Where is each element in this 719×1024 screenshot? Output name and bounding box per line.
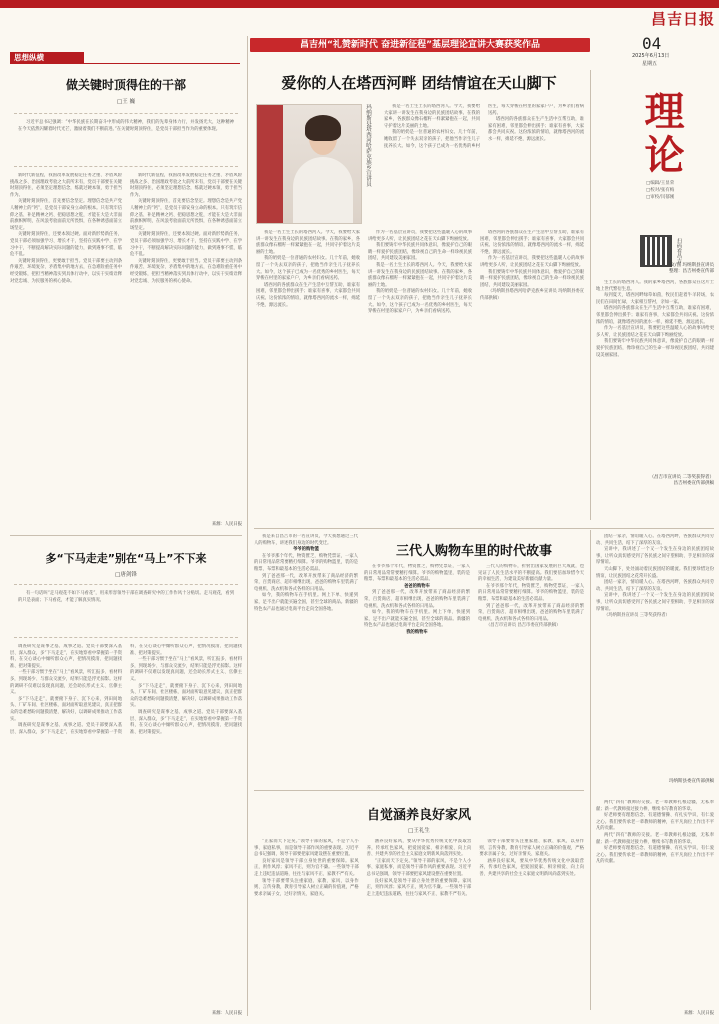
- credit-line: 玛纳斯县委宣传部供稿: [669, 779, 714, 784]
- article-body: [254, 839, 584, 1014]
- credit-line: 文/图 玛纳斯县宣讲员: [670, 263, 714, 268]
- paragraph: 塔西河的各族群众在生产生活中互帮互助，谁家有困难，邻里都会伸出援手；谁家有喜事，大家都会共同庆祝。这份浓浓的情谊，就像塔西河的流水一样，绵延不绝、源远流长。: [596, 306, 714, 325]
- paragraph: 塔西河的各族群众在生产生活中互帮互助，谁家有困难，邻里都会伸出援手；谁家有喜事，大家都会共同庆祝。这份浓浓的情谊，就像塔西河的流水一样，绵延不绝、源远流长。: [488, 117, 584, 142]
- photo-caption-name: 玛纳斯县塔西河哈萨克族乡宣讲员: [365, 104, 371, 187]
- column-rule: [247, 36, 248, 1016]
- paragraph: 到了爸爸那一代，改革开放带来了商品经济的繁荣，百货商店、超市相继出现，爸爸的购物车里装满了电视机、洗衣机和各式各样的日用品。: [364, 590, 470, 609]
- right-column-top: [596, 280, 714, 520]
- paragraph: 生土长的塔西河人。我的家乡塔西河，各族群众在这片土地上世代繁衍生息。: [596, 280, 714, 292]
- feature-credits: [596, 262, 714, 274]
- lead-text: 习近平总书记强调：“中华民族在长期奋斗中形成的伟大精神，我们的先辈身体力行，并发扬光大，这种精神在今天依然闪耀着时代光芒，激励着我们不断前进。”在关键时刻顶得住，是党员干部担当作为的重要体现。: [18, 120, 234, 132]
- paragraph: 两代“四有”教师的交接。老一辈教师扎根边疆，无私奉献；新一代教师接过接力棒，继续书写教育的华章。: [596, 800, 714, 812]
- paragraph: 我的奶奶是一位普通的农村妇女。几十年前，她收留了一个失去双亲的孩子，把他当作亲生儿子抚养长大。如今，这个孩子已成为一名优秀的乡村医生，每天穿梭在村里的家家户户，为乡亲们看病送药。: [256, 256, 360, 282]
- article-title: 三代人购物车里的时代故事: [395, 544, 552, 559]
- paragraph: 作为一名基层宣讲员，我要把这些温暖人心的故事讲给更多人听，让民族团结之花在天山脚下绚丽绽放。: [480, 256, 584, 268]
- paragraph: 一些干部习惯于坐在“马上”看风景，听汇报多、看材料多，到现场少、与群众交流少，结果只能是浮光掠影。这样的调研不仅难以发现真问题，还会助长形式主义、官僚主义。: [10, 670, 122, 696]
- paragraph: 领导干部要带头注重家庭、家教、家风，以身作则、言传身教，教育引导家人树立正确的价值观，严格要求亲属子女，过好亲情关、家庭关。: [254, 878, 359, 897]
- masthead: [590, 0, 719, 67]
- divider: [10, 535, 242, 536]
- article-3: [254, 534, 584, 784]
- paragraph: 塔西河的各族群众在生产生活中互帮互助，谁家有困难，邻里都会伸出援手；谁家有喜事，大家都会共同庆祝。这份浓浓的情谊，就像塔西河的流水一样，绵延不绝、源远流长。: [480, 230, 584, 255]
- article-byline: □唐剑锋: [115, 572, 137, 578]
- issue-weekday: 星期五: [642, 61, 658, 67]
- paragraph: 如今，我的购物车在手机里。网上下单、快递到家，足不出户就能买遍全国，甚至全球的商品。新疆的特色农产品也通过电商平台走向全国各地。: [254, 593, 358, 612]
- paragraph: 涵养良好家风，要从中华优秀传统文化中汲取营养，传承红色家风，把爱国爱家、相亲相爱、向上向善、共建共享的社会主义家庭文明新风尚落到实处。: [366, 839, 472, 858]
- paragraph: 领导干部要带头注重家庭、家教、家风，以身作则、言传身教，教育引导家人树立正确的价值观，严格要求亲属子女，过好亲情关、家庭关。: [479, 839, 584, 858]
- paragraph: 到了爸爸那一代，改革开放带来了商品经济的繁荣，百货商店、超市相继出现，爸爸的购物车里装满了电视机、洗衣机和各式各样的日用品。: [254, 573, 358, 592]
- article-title: 做关键时顶得住的干部: [65, 78, 186, 92]
- feature-photo: [256, 104, 362, 224]
- paragraph: 关键时刻顶得住，首先要信念坚定。理想信念是共产党人精神上的“钙”，是党员干部安身立命的根本。只有筑牢信仰之基、补足精神之钙、把稳思想之舵，才能在大是大非面前旗帜鲜明，在风浪考验面前无所畏惧，在各种诱惑面前立场坚定。: [10, 199, 122, 231]
- paragraph: 两代“四有”教师的交接。老一辈教师扎根边疆，无私奉献；新一代教师接过接力棒，继续书写教育的华章。: [596, 832, 714, 845]
- column-rule: [590, 530, 591, 1010]
- paragraph: “正家而天下定矣。”领导干部的家风，不是个人小事、家庭私事，而是领导干部作风的重要表现。习近平总书记强调，领导干部要把家风建设摆在重要位置。: [366, 858, 472, 877]
- photo-backdrop: [257, 105, 283, 223]
- column-rule: [590, 70, 591, 520]
- masthead-top-bar: [0, 0, 719, 8]
- paragraph: 调查研究是谋事之基、成事之道。党员干部要深入基层、深入群众，多“下马走走”，在实地察看中掌握第一手资料，在交心谈心中倾听群众心声，把情况摸清、把问题找准、把对策提实。: [10, 644, 122, 669]
- paragraph: 我们要铸牢中华民族共同体意识，像爱护自己的眼睛一样爱护民族团结，像珍视自己的生命一样珍视民族团结，共同建设美丽家园。: [596, 339, 714, 358]
- portrait-hair: [305, 115, 341, 141]
- subhead: 爸爸的购物车: [404, 583, 430, 589]
- article-source: 来源：人民日报: [211, 1011, 242, 1016]
- article-title: 多“下马走走”别在“马上”不下来: [45, 552, 207, 565]
- paragraph: 在爷爷那个年代，物资匮乏，购物凭票证，一家人的日常用品常常要精打细算。爷爷的购物篮里，装的是粮票、布票和最基本的生活必需品。: [478, 583, 584, 602]
- award-line: （昌吉市宣讲员 二等奖获得者）: [649, 475, 714, 480]
- editor-credit: □校对/张有梅: [646, 188, 675, 193]
- paragraph: 关键时刻顶得住，更要敢于担当。党员干部要主动到条件艰苦、环境复杂、矛盾集中的地方去，在急难险重任务中经受锻炼，把担当精神落实到具体行动中，以实干实绩诠释对党忠诚、为民服务的初心使命。: [10, 258, 122, 284]
- divider: [254, 790, 584, 791]
- subhead: 爷爷的购物篮: [293, 547, 319, 553]
- article-body: [10, 644, 242, 984]
- banner-title: 昌吉州“礼赞新时代 奋进新征程”基层理论宣讲大赛获奖作品: [300, 40, 540, 50]
- article-byline: □王礼生: [408, 828, 430, 834]
- article-1: [10, 70, 242, 525]
- article-byline: □王 巍: [117, 99, 135, 105]
- editor-credit: □审校/闫郁刚: [646, 195, 675, 200]
- paragraph: 宣讲中，我讲述了一个又一个发生在身边的民族团结故事，让听众真切感受到了各民族之间守望相助、手足相亲的深厚情谊。: [596, 547, 714, 566]
- paragraph: （昌吉市宣讲员 昌吉市委宣传部供稿）: [486, 623, 561, 629]
- paragraph: 团结一家亲，情谊暖人心。在塔西河畔，各族群众共同劳动、共同生活，结下了深厚的友谊。: [596, 580, 714, 592]
- article-2: [10, 552, 242, 1016]
- credit-line: 昌吉州委宣传部供稿: [673, 481, 714, 486]
- paragraph: 塔西河的各族群众在生产生活中互帮互助，谁家有困难，邻里都会伸出援手；谁家有喜事，大家都会共同庆祝。这份浓浓的情谊，就像塔西河的流水一样，绵延不绝、源远流长。: [256, 282, 360, 308]
- photo-caption: [364, 104, 378, 222]
- paragraph: 多“下马走走”，就要俯下身子、沉下心来，到田间地头、厂矿车间、社区楼栋，面对面听取意见建议，真正把群众的急难愁盼问题摸清楚、解决好，以调研成果推动工作落实。: [10, 696, 122, 722]
- paragraph: 我是一名土生土长的塔西河人。今天，我要给大家讲一讲发生在我身边的民族团结故事。在我的家乡，各族群众像石榴籽一样紧紧抱在一起，共同守护着这片美丽的土地。: [384, 104, 480, 129]
- paragraph: 一些干部习惯于坐在“马上”看风景，听汇报多、看材料多，到现场少、与群众交流少，结果只能是浮光掠影。这样的调研不仅难以发现真问题，还会助长形式主义、官僚主义。: [130, 657, 242, 682]
- section-title: [640, 90, 700, 178]
- paragraph: 调查研究是谋事之基、成事之道。党员干部要深入基层、深入群众，多“下马走走”，在实地察看中掌握第一手资料，在交心谈心中倾听群众心声，把情况摸清、把问题找准、把对策提实。: [130, 709, 242, 735]
- paragraph: 我的奶奶是一位普通的农村妇女。几十年前，她收留了一个失去双亲的孩子，把他当作亲生儿子抚养长大。如今，这个孩子已成为一名优秀的乡村医生，每天穿梭在村里的家家户户，为乡亲们看病送药。: [368, 289, 472, 315]
- article-lead: [14, 584, 238, 638]
- column-tag-rule: [10, 63, 240, 64]
- credit-line: 整理：昌吉州委宣传部: [669, 269, 714, 274]
- article-lead: [14, 113, 238, 167]
- editor-credit: □编辑/王显荣: [646, 181, 675, 186]
- paragraph: 天山脚下，处处涌动着民族团结的暖流。我们要珍惜这份情谊，让民族团结之花常开长盛。: [596, 566, 714, 579]
- brand-logo: 昌吉日报: [650, 10, 715, 28]
- editor-credits: [646, 180, 706, 201]
- paragraph: 多“下马走走”，就要俯下身子、沉下心来，到田间地头、厂矿车间、社区楼栋，面对面听取意见建议，真正把群众的急难愁盼问题摸清楚、解决好，以调研成果推动工作落实。: [130, 683, 242, 709]
- article-source: 来源：人民日报: [211, 522, 242, 527]
- paragraph: 宣讲中，我讲述了一个又一个发生在身边的民族团结故事，让听众真切感受到了各民族之间守望相助、手足相亲的深厚情谊。: [596, 593, 714, 612]
- article-3-left-text: [254, 534, 358, 784]
- paragraph: （玛纳斯县宣讲员 三等奖获得者）: [604, 613, 670, 619]
- right-text: [596, 280, 714, 470]
- banner: [250, 38, 590, 52]
- feature-body: [256, 230, 584, 530]
- feature-top-right-text: [384, 104, 584, 222]
- paragraph: 我是一名土生土长的塔西河人。今天，我要给大家讲一讲发生在我身边的民族团结故事。在我的家乡，各族群众像石榴籽一样紧紧抱在一起，共同守护着这片美丽的土地。: [368, 262, 472, 288]
- paragraph: 在爷爷那个年代，物资匮乏，购物凭票证，一家人的日常用品常常要精打细算。爷爷的购物篮里，装的是粮票、布票和最基本的生活必需品。: [364, 564, 470, 583]
- lead-text: 有一句话叫“走马观花不如下马看花”，用来形容领导干部在调查研究中的工作作风十分贴切。走马观花，看到的只是表面；下马看花，才能了解真实情况。: [18, 591, 234, 603]
- section-title-text: 理论: [638, 90, 685, 178]
- paragraph: 团结一家亲，情谊暖人心。在塔西河畔，各族群众共同劳动、共同生活，结下了深厚的友谊。: [596, 534, 714, 546]
- subhead: 我的购物车: [406, 629, 428, 635]
- paragraph: 到了爸爸那一代，改革开放带来了商品经济的繁荣，百货商店、超市相继出现，爸爸的购物车里装满了电视机、洗衣机和各式各样的日用品。: [478, 603, 584, 622]
- paragraph: 涵养良好家风，要从中华优秀传统文化中汲取营养，传承红色家风，把爱国爱家、相亲相爱、向上向善、共建共享的社会主义家庭文明新风尚落到实处。: [479, 858, 584, 877]
- issue-date: 2025年6月13日: [632, 53, 670, 59]
- paragraph: 作为一名基层宣讲员，我要把这些温暖人心的故事讲给更多人听，让民族团结之花在天山脚下绚丽绽放。: [368, 230, 472, 242]
- page-number: [642, 34, 661, 53]
- paragraph: 好老师要有理想信念、有道德情操、有扎实学识、有仁爱之心。我们要传承老一辈教师的精神，在平凡岗位上作出不平凡的贡献。: [596, 846, 714, 865]
- paragraph: 我是一名土生土长的塔西河人。今天，我要给大家讲一讲发生在我身边的民族团结故事。在我的家乡，各族群众像石榴籽一样紧紧抱在一起，共同守护着这片美丽的土地。: [256, 230, 360, 255]
- paragraph: 我们要铸牢中华民族共同体意识，像爱护自己的眼睛一样爱护民族团结，像珍视自己的生命一样珍视民族团结，共同建设美丽家园。: [368, 243, 472, 262]
- article-3-body: [364, 564, 584, 784]
- paragraph: 三代人的购物车，折射出国家发展的巨大成就，也见证了人民生活水平的不断提高。我们要倍加珍惜今天的幸福生活，为建设美好新疆贡献力量。: [478, 564, 584, 583]
- feature-title: 爱你的人在塔西河畔 团结情谊在天山脚下: [281, 74, 557, 92]
- paragraph: 调查研究是谋事之基、成事之道。党员干部要深入基层、深入群众，多“下马走走”，在实地察看中掌握第一手资料，在交心谈心中倾听群众心声，把情况摸清、把问题找准、把对策提实。: [10, 644, 242, 735]
- paragraph: 我是来自昌吉市的一名宣讲员，今天我想通过三代人的购物车，讲述我们身边的时代变迁。: [254, 534, 358, 546]
- article-title: 自觉涵养良好家风: [366, 808, 471, 823]
- column-tag-label: 思想纵横: [14, 53, 44, 62]
- paragraph: 如今，我的购物车在手机里。网上下单、快递到家，足不出户就能买遍全国，甚至全球的商品。新疆的特色农产品也通过电商平台走向全国各地。: [364, 610, 470, 629]
- paragraph: 好老师要有理想信念、有道德情操、有扎实学识、有仁爱之心。我们要传承老一辈教师的精神，在平凡岗位上作出不平凡的贡献。: [596, 813, 714, 832]
- paragraph: 关键时刻顶得住，还要本领过硬。面对新形势新任务，党员干部必须加强学习、增长才干，坚持在实践中学、在学习中干，不断提高解决实际问题的能力，做到遇事不慌、临危不乱。: [10, 232, 122, 258]
- article-body: [10, 173, 242, 523]
- paragraph: 新时代新征程，我国改革发展稳定任务之重、矛盾风险挑战之多、治国理政考验之大前所未有，党员干部要在关键时刻顶得住，必须坚定理想信念，练就过硬本领，勇于担当作为。: [10, 173, 122, 198]
- right-text: [596, 800, 714, 1000]
- paragraph: 良好家风是领导干部立身处世的重要保障。家风正，则作风淳；家风不正，则为官不廉。一些领导干部走上违纪违法道路，往往与家风不正、家教不严有关。: [366, 878, 472, 897]
- paragraph: （玛纳斯县塔西河哈萨克族乡宣讲员 玛纳斯县委宣传部供稿）: [480, 289, 584, 301]
- article-source: 来源：人民日报: [683, 1011, 714, 1016]
- paragraph: 良好家风是领导干部立身处世的重要保障。家风正，则作风淳；家风不正，则为官不廉。一些领导干部走上违纪违法道路，往往与家风不正、家教不严有关。: [254, 858, 359, 877]
- page-number-value: 04: [642, 34, 662, 53]
- paragraph: 关键时刻顶得住，更要敢于担当。党员干部要主动到条件艰苦、环境复杂、矛盾集中的地方去，在急难险重任务中经受锻炼，把担当精神落实到具体行动中，以实干实绩诠释对党忠诚、为民服务的初心使命。: [130, 258, 242, 284]
- paragraph: 作为一名基层宣讲员，我要把这些温暖人心的故事讲给更多人听，让民族团结之花在天山脚下绚丽绽放。: [596, 326, 714, 338]
- paragraph: 在爷爷那个年代，物资匮乏，购物凭票证，一家人的日常用品常常要精打细算。爷爷的购物篮里，装的是粮票、布票和最基本的生活必需品。: [254, 553, 358, 572]
- paragraph: 我们要铸牢中华民族共同体意识，像爱护自己的眼睛一样爱护民族团结，像珍视自己的生命一样珍视民族团结，共同建设美丽家园。: [480, 269, 584, 288]
- column-tag: [10, 52, 84, 63]
- right-column-middle: [596, 534, 714, 794]
- qr-caption: 扫码看昌吉: [676, 238, 682, 263]
- paragraph: 我的奶奶是一位普通的农村妇女。几十年前，她收留了一个失去双亲的孩子，把他当作亲生儿子抚养长大。如今，这个孩子已成为一名优秀的乡村医生，每天穿梭在村里的家家户户，为乡亲们看病送药。: [384, 104, 584, 149]
- feature-text: [256, 230, 584, 520]
- portrait-body: [293, 157, 353, 223]
- paragraph: 新时代新征程，我国改革发展稳定任务之重、矛盾风险挑战之多、治国理政考验之大前所未有，党员干部要在关键时刻顶得住，必须坚定理想信念，练就过硬本领，勇于担当作为。: [130, 173, 242, 198]
- paragraph: 关键时刻顶得住，首先要信念坚定。理想信念是共产党人精神上的“钙”，是党员干部安身立命的根本。只有筑牢信仰之基、补足精神之钙、把稳思想之舵，才能在大是大非面前旗帜鲜明，在风浪考验面前无所畏惧，在各种诱惑面前立场坚定。: [130, 199, 242, 231]
- divider: [254, 528, 714, 529]
- paragraph: 每到夏天，塔西河畔绿草如茵，牧民们赶着牛羊转场，农民们在田间忙碌，大家相互帮衬，亲如一家。: [596, 293, 714, 305]
- right-column-bottom: [596, 800, 714, 1016]
- paragraph: “正家而天下定矣。”领导干部的家风，不是个人小事、家庭私事，而是领导干部作风的重要表现。习近平总书记强调，领导干部要把家风建设摆在重要位置。: [254, 839, 359, 858]
- right-text: [596, 534, 714, 774]
- paragraph: 关键时刻顶得住，还要本领过硬。面对新形势新任务，党员干部必须加强学习、增长才干，坚持在实践中学、在学习中干，不断提高解决实际问题的能力，做到遇事不慌、临危不乱。: [130, 232, 242, 258]
- article-4: [254, 796, 584, 1018]
